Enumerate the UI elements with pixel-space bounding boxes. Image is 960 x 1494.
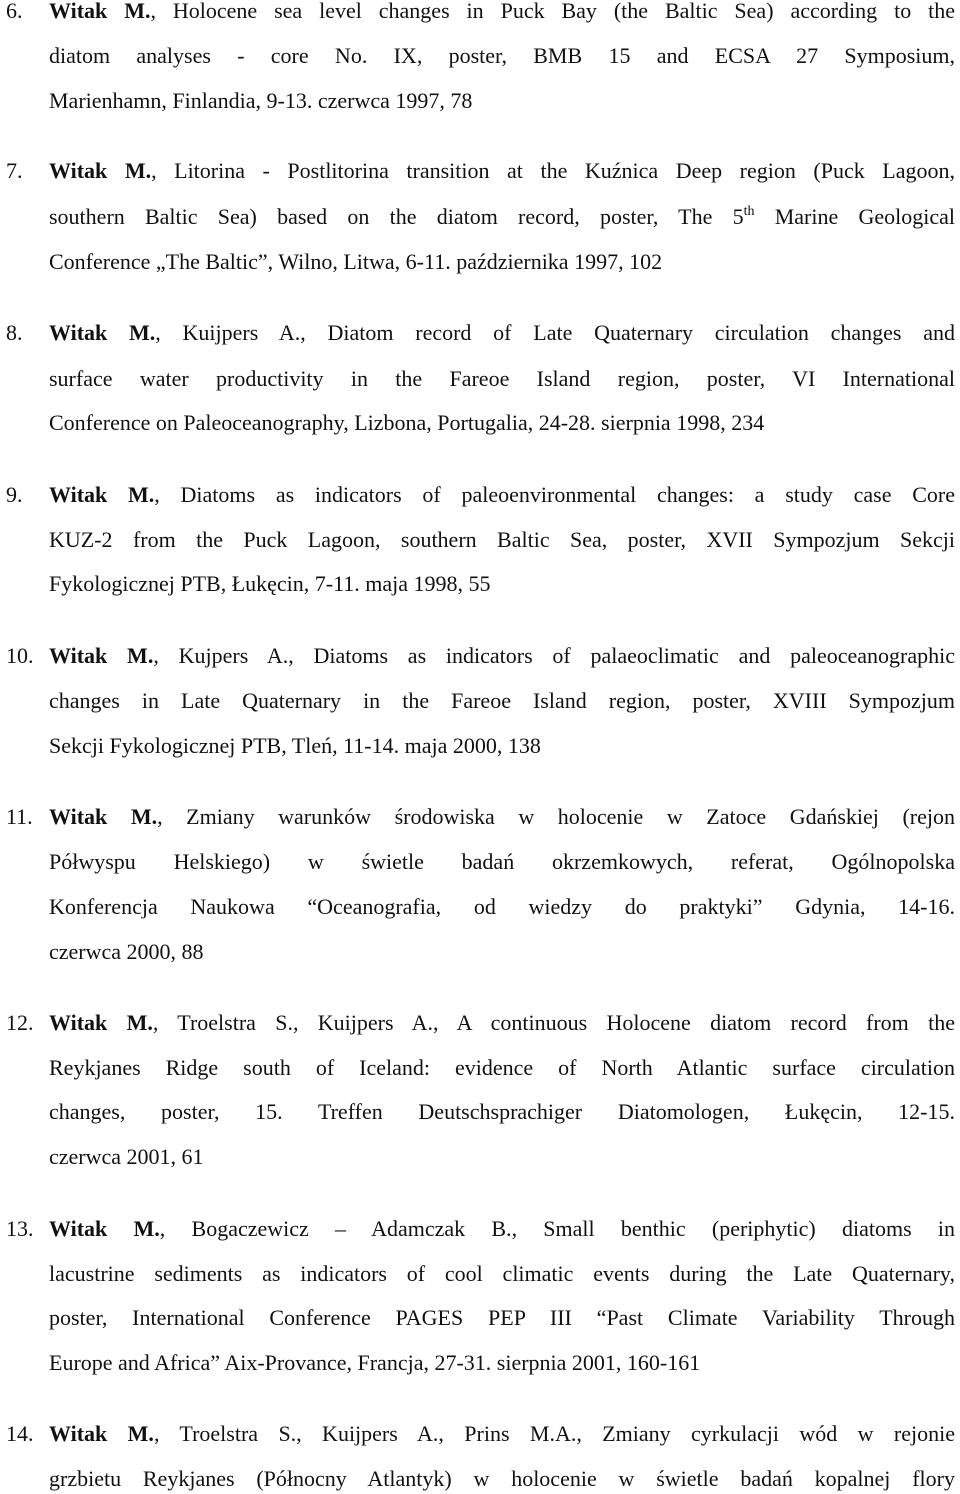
entry-author: Witak M. bbox=[49, 804, 158, 829]
entry-number: 9. bbox=[6, 482, 23, 507]
entry-author: Witak M. bbox=[49, 1216, 160, 1241]
entry-line: changes in Late Quaternary in the Fareoe Island region, poster, XVIII Sympozjum bbox=[49, 688, 955, 713]
entry-author: Witak M. bbox=[49, 1421, 154, 1446]
entry-author: Witak M. bbox=[49, 158, 152, 183]
entry-line: grzbietu Reykjanes (Północny Atlantyk) w holocenie w świetle badań kopalnej flory bbox=[49, 1466, 955, 1491]
entry-number: 8. bbox=[6, 320, 23, 345]
entry-line: Europe and Africa” Aix-Provance, Francja, 27-31. sierpnia 2001, 160-161 bbox=[49, 1350, 701, 1375]
entry-line: Sekcji Fykologicznej PTB, Tleń, 11-14. maja 2000, 138 bbox=[49, 733, 541, 758]
entry-number: 6. bbox=[6, 0, 23, 23]
entry-line: diatom analyses - core No. IX, poster, BMB 15 and ECSA 27 Symposium, bbox=[49, 43, 955, 68]
entry-number: 10. bbox=[6, 643, 34, 668]
entry-line: 14. Witak M., Troelstra S., Kuijpers A., Prins M.A., Zmiany cyrkulacji wód w rejonie bbox=[6, 1421, 956, 1446]
entry-author: Witak M. bbox=[49, 482, 155, 507]
entry-line: Półwyspu Helskiego) w świetle badań okrzemkowych, referat, Ogólnopolska bbox=[49, 849, 955, 874]
entry-line: KUZ-2 from the Puck Lagoon, southern Baltic Sea, poster, XVII Sympozjum Sekcji bbox=[49, 527, 955, 552]
entry-line: Reykjanes Ridge south of Iceland: evidence of North Atlantic surface circulation bbox=[49, 1055, 955, 1080]
entry-line: 8. Witak M., Kuijpers A., Diatom record of Late Quaternary circulation changes and bbox=[6, 320, 955, 345]
entry-line: poster, International Conference PAGES PEP III “Past Climate Variability Through bbox=[49, 1305, 955, 1330]
entry-line: 7. Witak M., Litorina - Postlitorina transition at the Kuźnica Deep region (Puck Lagoon, bbox=[6, 158, 955, 183]
entry-line: lacustrine sediments as indicators of cool climatic events during the Late Quaternary, bbox=[49, 1261, 955, 1286]
entry-author: Witak M. bbox=[49, 0, 151, 23]
entry-number: 7. bbox=[6, 158, 23, 183]
superscript: th bbox=[743, 203, 755, 219]
entry-line: czerwca 2001, 61 bbox=[49, 1144, 204, 1169]
entry-line: surface water productivity in the Fareoe Island region, poster, VI International bbox=[49, 366, 955, 391]
entry-line: 10. Witak M., Kujpers A., Diatoms as indicators of palaeoclimatic and paleoceanographic bbox=[6, 643, 956, 668]
entry-line: 11. Witak M., Zmiany warunków środowiska w holocenie w Zatoce Gdańskiej (rejon bbox=[6, 804, 955, 829]
entry-number: 11. bbox=[6, 804, 33, 829]
entry-line: Konferencja Naukowa “Oceanografia, od wiedzy do praktyki” Gdynia, 14-16. bbox=[49, 894, 955, 919]
entry-number: 13. bbox=[6, 1216, 34, 1241]
entry-line: Conference on Paleoceanography, Lizbona, Portugalia, 24-28. sierpnia 1998, 234 bbox=[49, 410, 765, 435]
entry-line: 9. Witak M., Diatoms as indicators of paleoenvironmental changes: a study case Core bbox=[6, 482, 955, 507]
entry-line: 13. Witak M., Bogaczewicz – Adamczak B., Small benthic (periphytic) diatoms in bbox=[6, 1216, 956, 1241]
entry-line: changes, poster, 15. Treffen Deutschsprachiger Diatomologen, Łukęcin, 12-15. bbox=[49, 1099, 955, 1124]
entry-line: Conference „The Baltic”, Wilno, Litwa, 6-11. października 1997, 102 bbox=[49, 249, 663, 274]
entry-line: Marienhamn, Finlandia, 9-13. czerwca 1997, 78 bbox=[49, 88, 473, 113]
entry-line: 12. Witak M., Troelstra S., Kuijpers A., A continuous Holocene diatom record from the bbox=[6, 1010, 955, 1035]
entry-author: Witak M. bbox=[49, 643, 154, 668]
entry-line: southern Baltic Sea) based on the diatom record, poster, The 5th Marine Geological bbox=[49, 203, 955, 229]
entry-author: Witak M. bbox=[49, 1010, 153, 1035]
entry-number: 12. bbox=[6, 1010, 34, 1035]
entry-line: czerwca 2000, 88 bbox=[49, 939, 204, 964]
entry-line: Fykologicznej PTB, Łukęcin, 7-11. maja 1998, 55 bbox=[49, 571, 491, 596]
entry-author: Witak M. bbox=[49, 320, 156, 345]
entry-line: 6. Witak M., Holocene sea level changes in Puck Bay (the Baltic Sea) according to the bbox=[6, 0, 955, 23]
entry-number: 14. bbox=[6, 1421, 34, 1446]
